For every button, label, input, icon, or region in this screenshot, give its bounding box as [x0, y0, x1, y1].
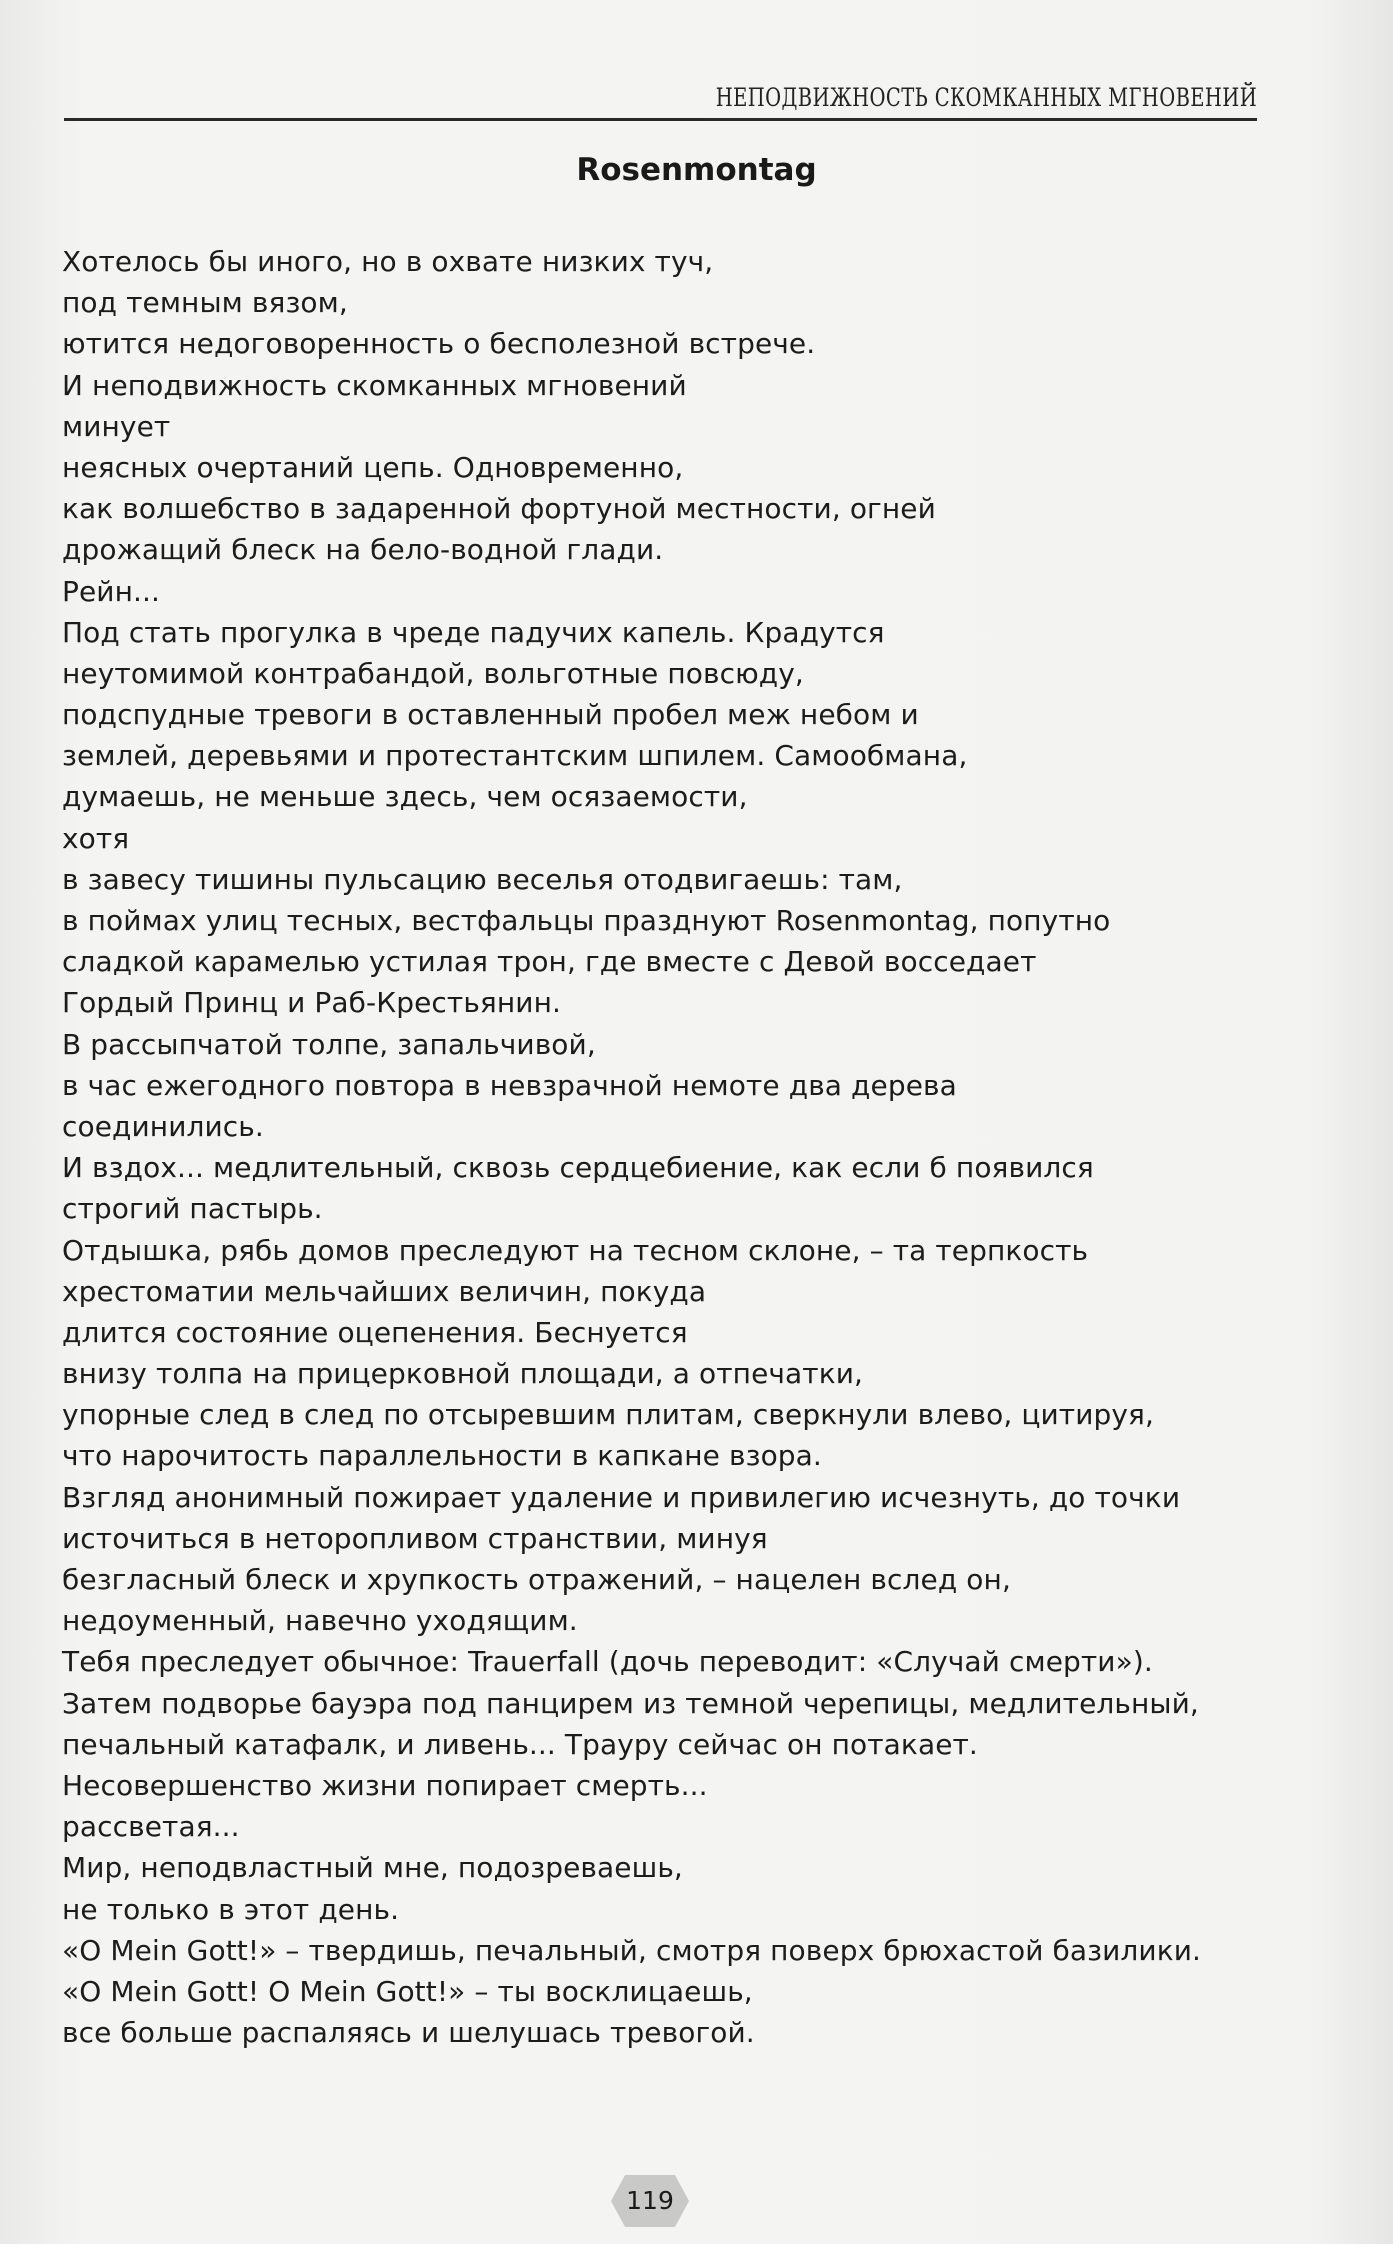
poem-line: строгий пастырь. — [62, 1192, 323, 1226]
poem-body — [62, 241, 1302, 2053]
poem-line: Под стать прогулка в чреде падучих капель. Крадутся — [62, 615, 885, 649]
poem-line: Затем подворье бауэра под панцирем из темной черепицы, медлительный, — [62, 1686, 1199, 1720]
running-header — [64, 60, 1257, 121]
poem-line: соединились. — [62, 1109, 264, 1143]
poem-line: хрестоматии мельчайших величин, покуда — [62, 1274, 707, 1308]
poem-line: сладкой карамелью устилая трон, где вместе с Девой восседает — [62, 945, 1037, 979]
poem-line: недоуменный, навечно уходящим. — [62, 1604, 578, 1638]
poem-line: источиться в неторопливом странствии, минуя — [62, 1521, 768, 1555]
poem-line: безгласный блеск и хрупкость отражений, – нацелен вслед он, — [62, 1563, 1011, 1596]
poem-line: печальный катафалк, и ливень... Трауру сейчас он потакает. — [62, 1727, 978, 1761]
poem-line: минует — [62, 409, 171, 443]
poem-line: И неподвижность скомканных мгновений — [62, 368, 687, 402]
poem-line: в поймах улиц тесных, вестфальцы празднуют Rosenmontag, попутно — [62, 904, 1111, 937]
poem-line: хотя — [62, 821, 130, 855]
poem-line: дрожащий блеск на бело-водной глади. — [62, 533, 664, 567]
poem-line: все больше распаляясь и шелушась тревогой. — [62, 2016, 755, 2050]
poem-line: В рассыпчатой толпе, запальчивой, — [62, 1027, 596, 1061]
page-number-badge — [611, 2175, 689, 2227]
poem-line: рассветая... — [62, 1810, 240, 1844]
running-header-text: НЕПОДВИЖНОСТЬ СКОМКАННЫХ МГНОВЕНИЙ — [715, 83, 1257, 112]
poem-line: Рейн... — [62, 574, 161, 608]
poem-line: не только в этот день. — [62, 1892, 400, 1926]
poem-line: в завесу тишины пульсацию веселья отодвигаешь: там, — [62, 862, 903, 896]
poem-line: неясных очертаний цепь. Одновременно, — [62, 450, 684, 484]
poem-line: в час ежегодного повтора в невзрачной немоте два дерева — [62, 1068, 957, 1102]
poem-line: упорные след в след по отсыревшим плитам, сверкнули влево, цитируя, — [62, 1398, 1154, 1432]
poem-title: Rosenmontag — [576, 152, 817, 188]
poem-line: Несовершенство жизни попирает смерть... — [62, 1768, 708, 1802]
poem-line: Отдышка, рябь домов преследуют на тесном склоне, – та терпкость — [62, 1233, 1089, 1267]
poem-line: под темным вязом, — [62, 286, 348, 320]
poem-line: Мир, неподвластный мне, подозреваешь, — [62, 1851, 683, 1885]
poem-line: Взгляд анонимный пожирает удаление и привилегию исчезнуть, до точки — [62, 1480, 1181, 1514]
poem-line: И вздох... медлительный, сквозь сердцебиение, как если б появился — [62, 1151, 1094, 1185]
poem-line: Хотелось бы иного, но в охвате низких туч, — [62, 245, 714, 278]
poem-line: ютится недоговоренность о бесполезной встрече. — [62, 327, 816, 361]
poem-line: длится состояние оцепенения. Беснуется — [62, 1315, 688, 1349]
poem-line: как волшебство в задаренной фортуной местности, огней — [62, 492, 936, 526]
page-number: 119 — [626, 2186, 674, 2215]
poem-line: «O Mein Gott!» – твердишь, печальный, смотря поверх брюхастой базилики. — [62, 1933, 1202, 1967]
poem-line: Гордый Принц и Раб-Крестьянин. — [62, 986, 561, 1020]
poem-line: что нарочитость параллельности в капкане взора. — [62, 1439, 822, 1473]
poem-line: думаешь, не меньше здесь, чем осязаемости, — [62, 780, 748, 814]
poem-line: Тебя преследует обычное: Trauerfall (дочь переводит: «Случай смерти»). — [62, 1645, 1153, 1679]
poem-line: подспудные тревоги в оставленный пробел меж небом и — [62, 698, 919, 732]
poem-line: «O Mein Gott! O Mein Gott!» – ты восклицаешь, — [62, 1974, 753, 2008]
poem-line: внизу толпа на прицерковной площади, а отпечатки, — [62, 1357, 864, 1391]
poem-line: неутомимой контрабандой, вольготные повсюду, — [62, 656, 804, 690]
poem-line: землей, деревьями и протестантским шпилем. Самообмана, — [62, 739, 968, 773]
